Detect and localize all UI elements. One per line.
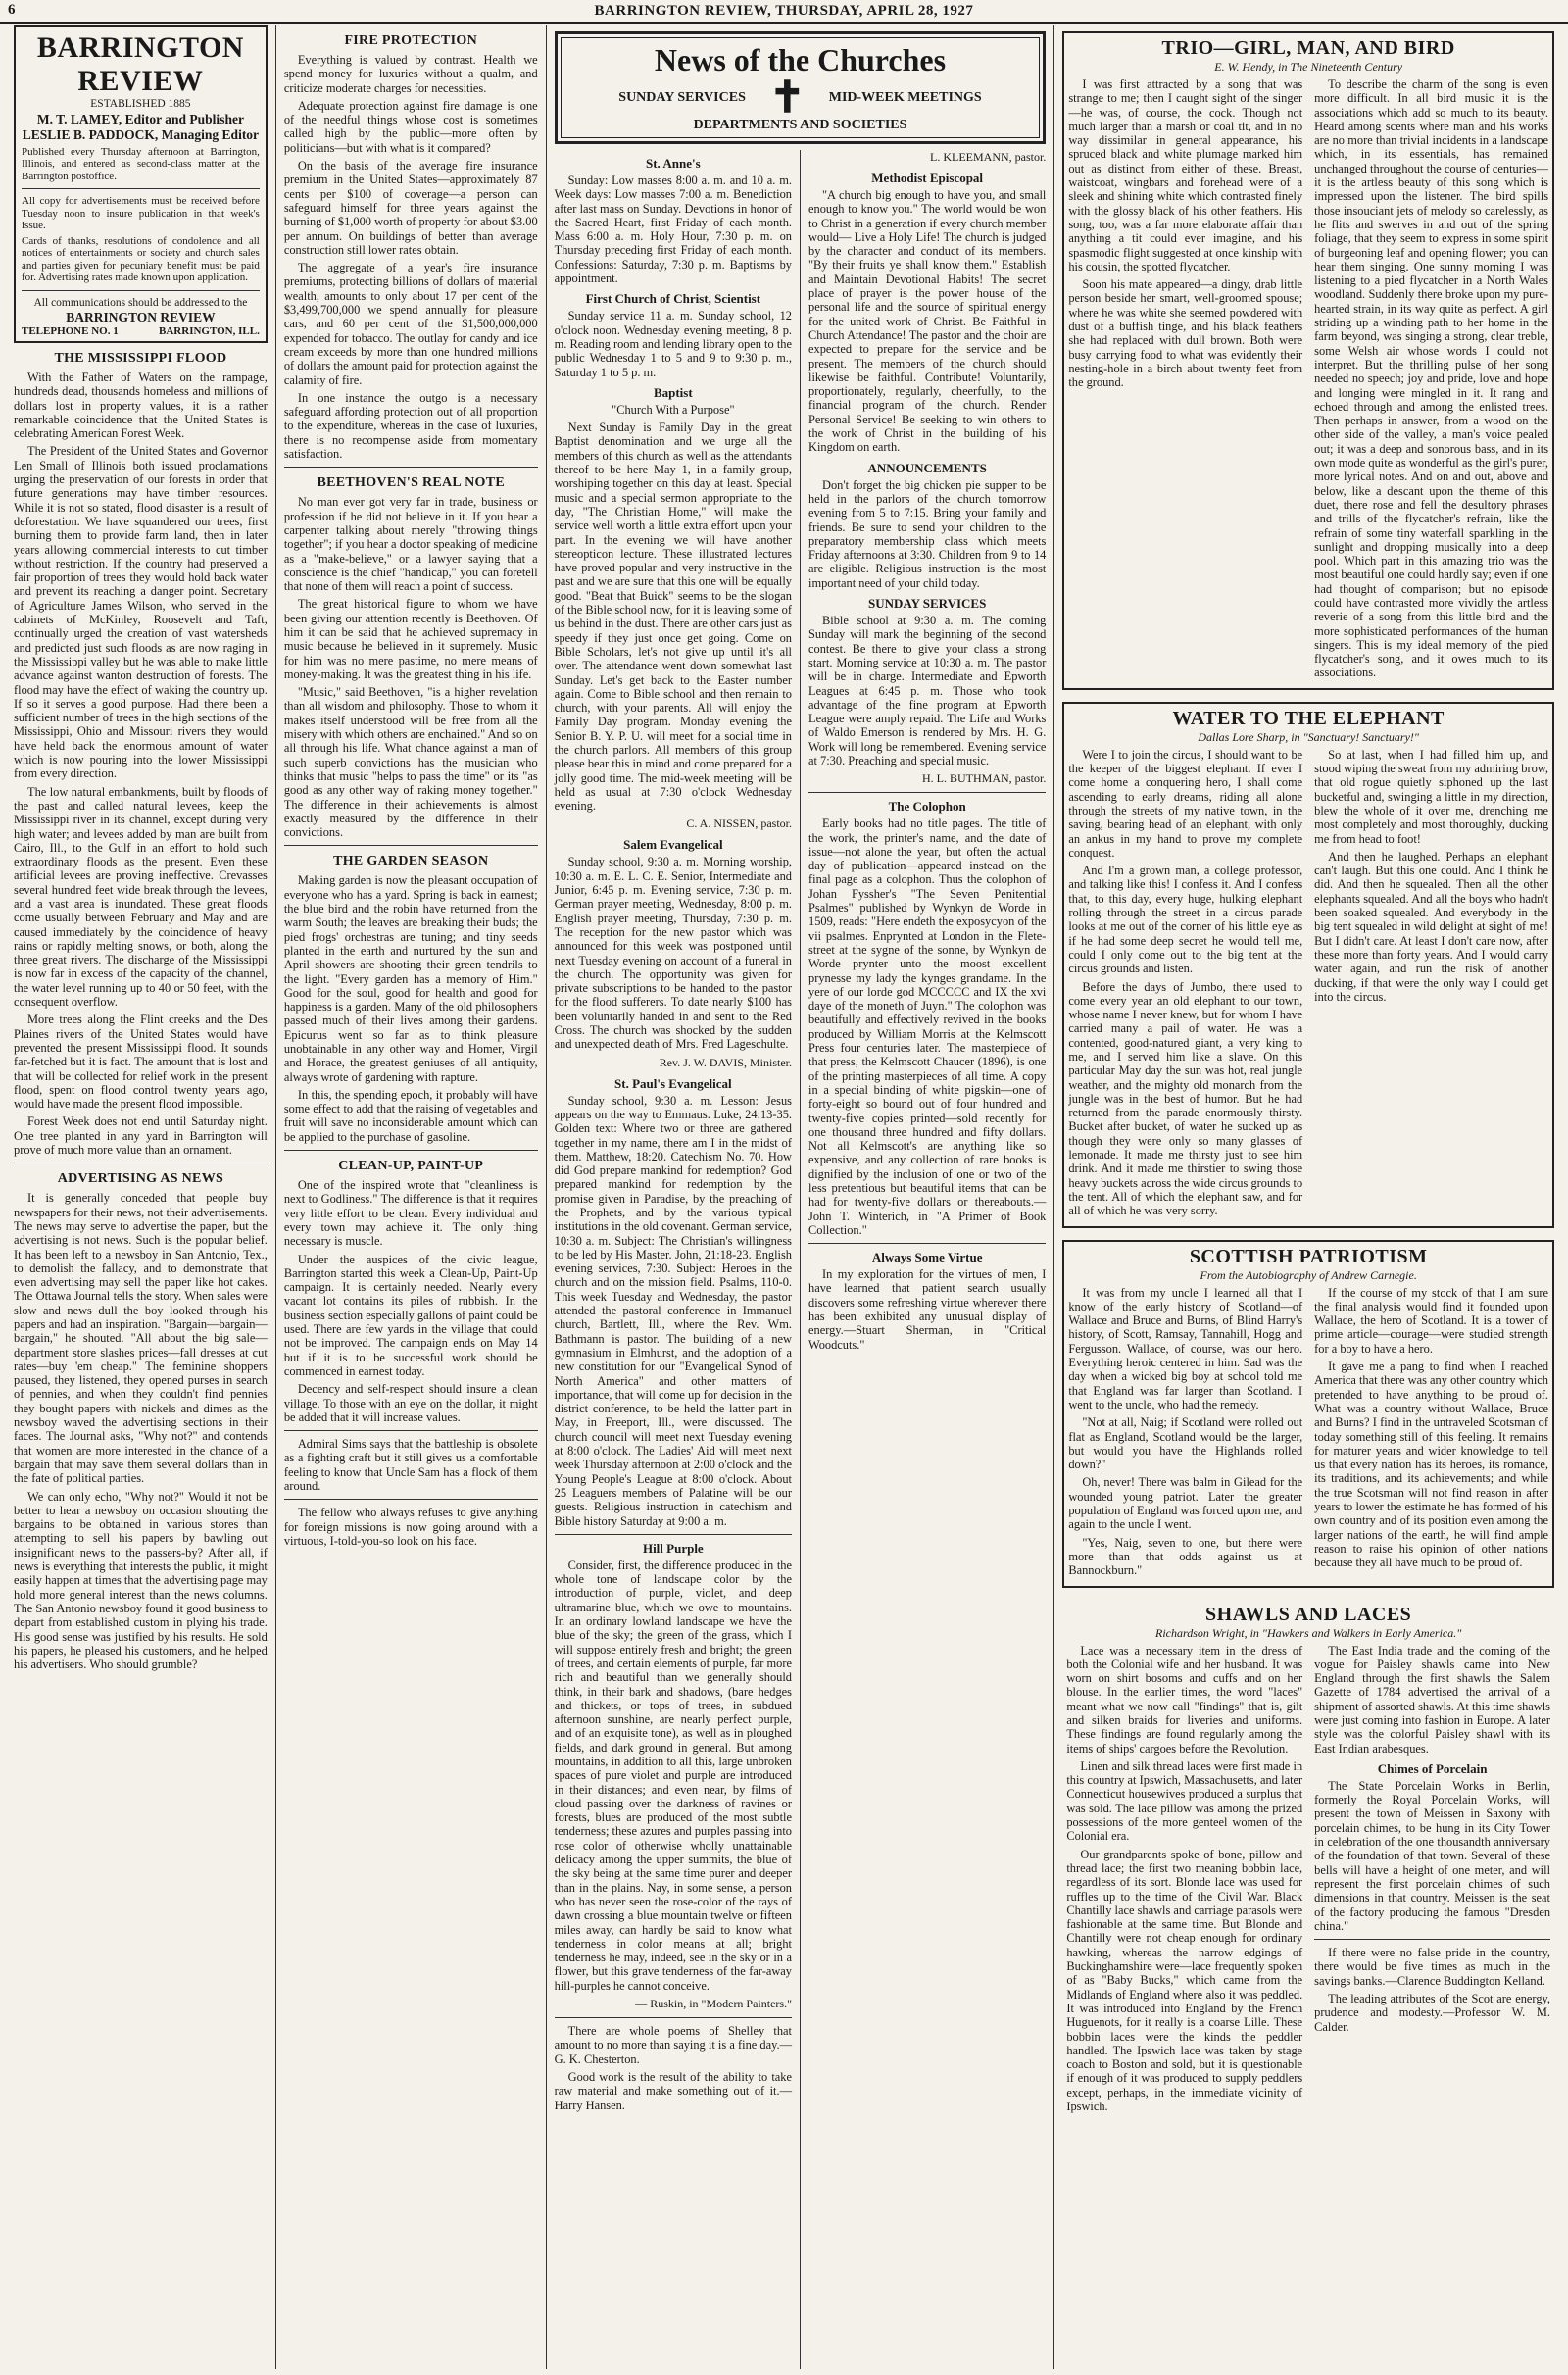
hill-text: Consider, first, the difference produced in the whole tone of landscape color by the introduction of purple, violet, and deep ultramarine blue, which we owe to mountains. In an ordinary lowland landscape we have the blue of the sky; the green of the grass, which I will suppose entirely fresh and bright; the green of trees, and certain elements of purple, far more rich and beautiful than we generally should think, in their bark and shadows, (bare hedges and thickets, or tops of trees, in subdued afternoon sunshine, are nearly perfect purple, and of an exquisite tone), as well as in ploughed fields, and dark ground in general. But among mountains, in addition to all this, large unbroken spaces of pure violet and purple are introduced in their distances; and even near, by films of cloud passing over the darkness of ravines or forests, blues are produced of the most subtle tenderness; these azures and purples passing into rose color of otherwise wholly unattainable delicacy among the upper summits, the blue of the sky being at the same time purer and deeper than in the plains. Nay, in some sense, a person who has never seen the rose-color of the rays of dawn crossing a blue mountain twelve or fifteen miles away, can hardly be said to know what tenderness in color means at all; bright tenderness he may, indeed, see in the sky or in a flower, but this grave tenderness of the far-away hill-purples he cannot conceive. (554, 1558, 792, 1993)
church-left-label: SUNDAY SERVICES (618, 90, 746, 105)
sunday-text: Bible school at 9:30 a. m. The coming Sunday will mark the beginning of the second contest. Be there to give your class a strong start. Morning service at 10:30 a. m. The pastor will be in charge. Intermediate and Epworth Leagues at 6:45 p. m. Those who took advantage of the fine program at Epworth League were amply repaid. The Life and Works of Waldo Emerson is rendered by Mrs. H. G. Work will long be remembered. Evening service at 7:30. Preaching and special music. (808, 614, 1047, 767)
hill-sig: — Ruskin, in "Modern Painters." (635, 1997, 792, 2011)
trio-byline: E. W. Hendy, in The Nineteenth Century (1214, 60, 1403, 74)
adv-p2: We can only echo, "Why not?" Would it not be better to hear a newsboy on occasion shouting the bargains to be obtained in various stores than attempting to sell his papers by bawling out insignificant news to the passers-by? After all, if news is everything that interests the public, it might easily happen at times that the advertising page may hold more general interest than the news columns. The San Antonio newsboy found it good business to depart from established custom in plying his trade. His good sense was justified by his results. He sold his papers, he pleased his customers, and he helped his advertisers. Who should grumble? (14, 1489, 268, 1672)
fire-p5: In one instance the outgo is a necessary safeguard affording protection out of all proportion to the expenditure, whereas in the case of luxuries, there is no recompense aside from momentary satisfaction. (283, 390, 538, 462)
trio-title: TRIO—GIRL, MAN, AND BIRD (1161, 37, 1455, 59)
editor: M. T. LAMEY, Editor and Publisher (36, 111, 244, 126)
shelley-quote: There are whole poems of Shelley that amount to no more than saying it is a fine day.—G. K. Chesterton. (554, 2024, 792, 2066)
scots-quote: The leading attributes of the Scot are energy, prudence and modesty.—Professor W. M. Calder. (1314, 1992, 1551, 2034)
established: ESTABLISHED 1885 (90, 98, 191, 110)
church-news-section (547, 25, 1055, 2369)
virtue-text: In my exploration for the virtues of men, I have learned that patient search usually discovers some refreshing virtue wherever there has been exhibited any unusual display of energy.—Stuart Sherman, in "Critical Woodcuts." (808, 1267, 1047, 1352)
baptist-title: Baptist (653, 384, 693, 400)
elephant-p1: Were I to join the circus, I should want to be the keeper of the biggest elephant. If ever I come home a conquering hero, I shall come ascending to early dreams, riding all alone through the streets of my native town, in the saving, bearing head of an elephant, with only an ankus in my hand to prove my complete conquest. (1068, 747, 1303, 860)
stanne-title: St. Anne's (646, 156, 701, 171)
paul-sig: L. KLEEMANN, pastor. (930, 150, 1047, 164)
sims-paragraph: Admiral Sims says that the battleship is obsolete as a fighting craft but it still gives us a comfortable feeling to know that Uncle Sam has a flock of them around. (283, 1437, 538, 1494)
publish-note: Published every Thursday afternoon at Barrington, Illinois, and entered as second-class matter at the Barrington postoffice. (22, 145, 260, 182)
trio-p3: To describe the charm of the song is even more difficult. In all bird music it is the associations which add so much to its beauty. Heard among scents where man and his works are no more than trivial incidents in a landscape which, in its essentials, has remained unchanged throughout the course of centuries—it is the artless beauty of this song which is impressed upon the listener. The bird spills those insouciant jets of melody so carelessly, as he flits and swerves in and out of the spring foliage, that they seem to express in some spirit of burgeoning leaf and opening flower; you can hear them singing. One sunny morning I was listening to a pied flycatcher in a North Wales woodland. Suddenly there broke upon my pure-hearted strain, in its way quite as perfect. A girl striding up a winding path to her home in the farm beyond, was singing a strong, clear treble, some Welsh air whose words I could not interpret. But the thrilling pulse of her song needed no speech; joy and pride, love and hope and longing were mingled in it. It rang and echoed through and among the enlisted trees. Then perhaps in answer, from a wood on the other side of the valley, a man's voice pealed out; it was a deep and sonorous bass, and in its own mode quite as wonderful as the girl's purer, more lyrical notes. And on and out, above and below, like a descant upon the theme of this duet, there rose and fell the desultory phrases and trills of the flycatcher's refrain, like the refrain of some tiny waterfall sparkling in the sunlight and dropping musically into a deep pool. Which part in this amazing trio was the most beautiful one could hardly say; even if one had thought of comparison; but no episode could have contrasted more vividly the artless reverie of a song from this little bird and the more sophisticated performances of the human singers. This is my ideal memory of the pied flycatcher's song, and it owes much to its associations. (1314, 77, 1549, 680)
scottish-p4: "Yes, Naig, seven to one, but there were more than that odds against us at Bannockburn." (1068, 1535, 1303, 1578)
good-work-quote: Good work is the result of the ability to take raw material and make something out of it.—Harry Hansen. (554, 2069, 792, 2112)
flood-title: THE MISSISSIPPI FLOOD (54, 351, 227, 366)
elephant-title: WATER TO THE ELEPHANT (1172, 707, 1445, 729)
elephant-p4: So at last, when I had filled him up, and stood wiping the sweat from my admiring brow, that old rogue quietly siphoned up the last bucketful and, swinging a little in my direction, blew the whole of it over me, drenching me most completely and most thoroughly, ducking me from head to foot! (1314, 747, 1549, 846)
elephant-p5: And then he laughed. Perhaps an elephant can't laugh. But this one could. And I think he did. And then he squealed. Then all the other elephants squealed. And all the boys who hadn't been soaked squealed. And everybody in the big tent squealed in wild delight at sight of me! But I didn't care. At least I don't care now, after these more than forty years. And I would carry water again, and run the risk of another ducking, if that were the only way I could get into the circus. (1314, 849, 1549, 1004)
fire-p4: The aggregate of a year's fire insurance premiums, protecting billions of dollars of material wealth, amounts to only about 17 per cent of the $3,499,700,000 we spend annually for pleasure cars, and 60 per cent of the $1,500,000,000 expended for tobacco. The outlay for candy and ice cream exceeds by more than one hundred millions of dollars the amount paid for protection against the calamity of fire. (283, 261, 538, 387)
fire-p1: Everything is valued by contrast. Health we spend money for luxuries without a qualm, and criticize moderate charges for necessities. (283, 53, 538, 95)
shawls-p2: Linen and silk thread laces were first made in this country at Ipswich, Massachusetts, and later Connecticut housewives produced a surplus that was sold. The lace pillow was among the prized possessions of the more genteel women of the Colonial era. (1066, 1758, 1303, 1844)
scottish-p3: Oh, never! There was balm in Gilead for the wounded young patriot. Later the greater population of England was forced upon me, and again to the uncle I went. (1068, 1475, 1303, 1532)
chimes-text: The State Porcelain Works in Berlin, formerly the Royal Porcelain Works, will present the town of Meissen in Saxony with porcelain chimes, to be hung in its City Tower in celebration of the one thousandth anniversary of the foundation of that town. Several of these bells will have a height of one meter, and will represent the first porcelain chimes of such dimensions in that country. Meissen is the seat of the factory producing the famous "Dresden china." (1314, 1778, 1551, 1933)
shawls-p4: The East India trade and the coming of the vogue for Paisley shawls came into New England through the first shawls the Salem Gazette of 1784 advertised the arrival of a shipment of assorted shawls. At this time shawls were just coming into fashion in Europe. A later style was the colorful Paisley shawl with its East Indian arabesques. (1314, 1643, 1551, 1756)
announce-title: ANNOUNCEMENTS (867, 460, 987, 475)
garden-p2: In this, the spending epoch, it probably will have some effect to add that the raising of vegetables and fruit will save no inconsiderable amount which can be applied to the purchase of gasoline. (283, 1087, 538, 1144)
trio-p2: Soon his mate appeared—a dingy, drab little person beside her smart, well-groomed spouse; where he was white she seemed powdered with dust of a buffish tinge, and his black feathers she had replaced with dull brown. Both were busy carrying food to what was evidently their nesting-hole in a birch about twenty feet from the ground. (1068, 277, 1303, 390)
flood-p3: The low natural embankments, built by floods of the past and called natural levees, keep the Mississippi river in its channel, except during very high water; and levees added by man are built from Cairo, Ill., to the Gulf in an effort to hold such extraordinary floods as the present. Even these artificial levees are proving ineffective. Crevasses several hundred feet wide break through the levees, and a vast area is inundated. These great floods come usually between February and May and are caused immediately by the coincidence of heavy rains or rapidly melting snows, or both, along the three great rivers. The discharge of the Mississippi is now far in excess of the capacity of the channel, the water level running up to 40 or 50 feet, with the consequent overflow. (14, 784, 268, 1010)
city: BARRINGTON, ILL. (159, 325, 260, 337)
church-right-label: MID-WEEK MEETINGS (828, 90, 982, 105)
methodist-title: Methodist Episcopal (871, 171, 984, 185)
fire-title: FIRE PROTECTION (344, 33, 478, 48)
flood-p1: With the Father of Waters on the rampage, hundreds dead, thousands homeless and millions of dollars lost in property values, it is a rather remarkable coincidence that the United States is celebrating American Forest Week. (14, 371, 268, 441)
sunday-title: SUNDAY SERVICES (868, 596, 987, 612)
trio-box (1062, 31, 1554, 690)
beet-p3: "Music," said Beethoven, "is a higher revelation than all wisdom and philosophy. Those to whom it makes itself understood will be free from all the misery with which others are enchained." And so on all through his life. What chance against a man of such superb convictions has the musician who thinks that music "helps to pass the time" or its "as good as any other way of raking money together." The difference in their achievements is almost exactly measured by the difference in their convictions. (283, 685, 538, 840)
managing-editor: LESLIE B. PADDOCK, Managing Editor (22, 126, 260, 142)
beet-p2: The great historical figure to whom we have been giving our attention recently is Beethoven. Of him it can be said that he achieved supremacy in music because he believed in it supremely. Music for him was no mere pastime, no mere means of money-making. It was the greatest thing in his life. (283, 597, 538, 681)
masthead (14, 25, 268, 343)
scottish-p1: It was from my uncle I learned all that I know of the early history of Scotland—of Wallace and Bruce and Burns, of Blind Harry's history, of Scott, Ramsay, Tannahill, Hogg and Fergusson. Wallace, of course, was our hero. Everything heroic centered in him. Sad was the day when a wicked big boy at school told me that England was far larger than Scotland. I went to the uncle, who had the remedy. (1068, 1285, 1303, 1411)
church-bottom-label: DEPARTMENTS AND SOCIETIES (693, 118, 907, 132)
shawls-p3: Our grandparents spoke of bone, pillow and thread lace; the first two meaning bobbin lace, regardless of its sort. Blonde lace was used for ruffles up to the time of the Civil War. Black Chantilly lace shawls and carriage parasols were fashionable at the same time. But Blonde and Chantilly were not cheap enough for ordinary hawking, whereas the narrow edgings of Buckinghamshire were—lace frequently spoken of as "Baby Bucks," which came from the Midlands of England where also it was peddled. It was introduced into England by the French Huguenots, for it really is a coarse Lille. These bobbin laces were the kinds the peddler handled. The Ipswich lace was taken by stage coach to Boston and sold, but it is questionable if enough of it was produced to supply peddlers except, perhaps, in the immediate vicinity of Ipswich. (1066, 1847, 1303, 2113)
scottish-p2: "Not at all, Naig; if Scotland were rolled out flat as England, Scotland would be the larger, but would you have the Highlands rolled down?" (1068, 1415, 1303, 1472)
scottish-box (1062, 1240, 1554, 1588)
scottish-byline: From the Autobiography of Andrew Carnegie. (1200, 1267, 1417, 1282)
scottish-p6: It gave me a pang to find when I reached America that there was any other country which pretended to have anything to be proud of. What was a country without Wallace, Bruce and Burns? I find in the untraveled Scotsman of today something still of this feeling. It remains for maturer years and wider knowledge to tell us that every nation has its heroes, its romance, its traditions, and its achievements; and while the true Scotsman will not find reason in after years to lower the estimate he has formed of his own country and of its position even among the larger nations of the earth, he will find ample reason to raise his opinion of other nations because they all have much to be proud of. (1314, 1360, 1549, 1570)
salem-sig: Rev. J. W. DAVIS, Minister. (659, 1055, 792, 1069)
garden-title: THE GARDEN SEASON (333, 854, 489, 869)
beet-p1: No man ever got very far in trade, business or profession if he did not believe in it. If you hear a carpenter talking about merely "throwing things together"; if you hear a doctor speaking of medicine as a "make-believe," or a lawyer saying that a conscience is the chief "handicap," you can foretell that none of them will reach a point of success. (283, 495, 538, 594)
comm-note: All communications should be addressed to the (33, 296, 248, 309)
church-title: News of the Churches (654, 42, 947, 77)
hill-title: Hill Purple (642, 1540, 704, 1556)
beet-title: BEETHOVEN'S REAL NOTE (317, 475, 505, 491)
page-number: 6 (8, 2, 16, 18)
telephone: TELEPHONE NO. 1 (22, 325, 119, 337)
comm-name: BARRINGTON REVIEW (66, 310, 216, 324)
colophon-text: Early books had no title pages. The title of the work, the printer's name, and the date of issue—not alone the year, but often the actual day of publication—appeared instead on the final page as a colophon. Thus the colophon of Johan Fyssher's "The Seven Penitential Psalmes" published by Wynkyn de Worde in 1509, reads: "Here endeth the exposycyon of the vii psalmes. Enprynted at London in the Flete-street at the sygne of the sonne, by Wynkyn de Worde prynter unto the moost excellent prynesse my lady the kynges grandame. In the yere of our lorde god MCCCCC and IX the xvi daye of the moneth of Juyn." The colophon was beautifully and effectively revived in the books produced by William Morris at the Kelmscott Press four centuries later. The masterpiece of that press, the Kelmscott Chaucer (1896), is one of the printing masterpieces of all time. A copy in a special binding of white pigskin—one of forty-eight so bound out of four hundred and twenty-five copies printed—sold recently for one thousand three hundred and fifty dollars. Not all Kelmscott's are anything like so expensive, and any collection of rare books is dignified by the inclusion of one or two of the less pretentious but beautiful items that can be had for twenty-five dollars or thereabouts.—John T. Winterich, in "A Primer of Book Collection." (808, 816, 1047, 1237)
flood-p2: The President of the United States and Governor Len Small of Illinois both issued proclamations urging the preservation of our forests in order that future generations may have timber resources. While it is not so stated, flood disaster is a result of deforestation. We have squandered our trees, first burning them to provide farm land, then in later years allowing commercial interests to cut timber without restriction. If the country had preserved a fair proportion of trees they would hold back water and prevent its reaching a danger point. Secretary of Agriculture James Wilson, who served in the cabinets of McKinley, Roosevelt and Taft, continually urged the creation of vast watersheds and predicted just such floods as are now raging in the Mississippi valley but he was able to make little advance against wanton destruction of forests. The flood may have the effect of waking the country up. If so it serves a good purpose. Had there been a sufficient number of trees in the high sections of the Mississippi, Ohio and Missouri rivers they would have held back the enormous amount of water which is now pouring into the lower Mississippi from every direction. (14, 444, 268, 781)
paul-title: St. Paul's Evangelical (614, 1075, 732, 1091)
features-section (1054, 25, 1562, 2369)
scottish-p5: If the course of my stock of that I am sure the final analysis would find it founded upon Wallace, the hero of Scotland. It is a tower of prime article—courage—were studied strength for a boy to have a hero. (1314, 1285, 1549, 1356)
clean-p3: Decency and self-respect should insure a clean village. To those with an eye on the dollar, it might be added that it will increase values. (283, 1382, 538, 1424)
baptist-sig: C. A. NISSEN, pastor. (686, 816, 792, 831)
fire-p2: Adequate protection against fire damage is one of the needful things whose cost is sometimes called high by the public—more often by politicians—but with what is it compared? (283, 98, 538, 155)
virtue-title: Always Some Virtue (871, 1250, 983, 1265)
clean-title: CLEAN-UP, PAINT-UP (338, 1159, 484, 1174)
baptist-sub: "Church With a Purpose" (612, 402, 735, 417)
fellow-paragraph: The fellow who always refuses to give anything for foreign missions is now going around with a virtuous, I-told-you-so look on his face. (283, 1506, 538, 1548)
garden-p1: Making garden is now the pleasant occupation of everyone who has a yard. Spring is back in earnest; the blue bird and the robin have returned from the warm South; the leaves are breaking their buds; the pied frogs' orchestras are tuning; and tiny seeds planted in the earth and nurtured by the sun and April showers are shooting their green tendrils to the light. "Every garden has a memory of Him." Good for the soul, good for health and good for happiness is a garden. Many of the old philosophers passed much of their lives among their gardens. Epicurus went so far as to think pleasure unobtainable in any other way and Homer, Virgil and Horace, the greatest geniuses of all antiquity, always wrote of gardening with rapture. (283, 873, 538, 1084)
church-col-b (801, 150, 1054, 2369)
church-col-a (547, 150, 801, 2369)
shawls-title: SHAWLS AND LACES (1205, 1603, 1412, 1625)
paul-text: Sunday school, 9:30 a. m. Lesson: Jesus appears on the way to Emmaus. Luke, 24:13-35. Golden text: Where two or three are gathered together in my name, there am I in the midst of them. Matthew, 18:20. Catechism No. 70. How did God prepare mankind for redemption? God prepared mankind for redemption by the promise given in Paradise, by the preaching of the Prophets, and by the various typical institutions in the old covenant. German service, 10:30 a. m. Subject: The Christian's willingness to be led by His Master. John, 21:18-23. English evening services, 7:30. Subject: Heroes in the church and on the mission field. Psalms, 110-0. This week Tuesday and Wednesday, the pastor attended the pastoral conference in Immanuel church, Bartlett, Ill., where the Rev. Wm. Bathmann is pastor. The building of a new gymnasium in Elmhurst, and the adoption of a new constitution for our "Evangelical Synod of North America" and other matters of importance, that will come up for decision in the district conference, to be held the latter part in May, in Freeport, Ill., were discussed. The church council will meet next Tuesday evening at 8:00 o'clock. The Ladies' Aid will meet next week Thursday afternoon at 2:00 o'clock and the Young People's League at 8:00 o'clock. About 25 Leaguers members of Palatine will be our guests. Religious instruction in catechism and Bible history Saturday at 9:00 a. m. (554, 1093, 792, 1528)
announce-text: Don't forget the big chicken pie supper to be held in the parlors of the church tomorrow evening from 5 to 7:15. Bring your family and friends. Be sure to send your children to the preparatory membership class which meets Friday afternoons at 3:30. Children from 9 to 14 are eligible. Religious instruction is the most important need of your child today. (808, 477, 1047, 590)
elephant-box (1062, 702, 1554, 1228)
running-head (0, 0, 1568, 24)
chimes-title: Chimes of Porcelain (1377, 1760, 1488, 1776)
stanne-text: Sunday: Low masses 8:00 a. m. and 10 a. m. Week days: Low masses 7:00 a. m. Benediction after last mass on Sunday. Devotions in honor of the Sacred Heart, first Friday of each month. Mass 6:00 a. m. Holy Hour, 7:30 p. m. on Thursday preceding first Friday of each month. Confessions: Saturday, 7:30 p. m. Baptisms by appointment. (554, 173, 792, 286)
flood-p5: Forest Week does not end until Saturday night. One tree planted in any yard in Barrington will prove of much more value than an ornament. (14, 1114, 268, 1158)
salem-title: Salem Evangelical (623, 837, 723, 853)
column-editorial-1 (6, 25, 276, 2369)
adv-p1: It is generally conceded that people buy newspapers for their news, not their advertisements. The news may serve to advertise the paper, but the advertising is not news. Such is the popular belief. It has been left to a newsboy in San Antonio, Tex., to demolish the fallacy, and to demonstrate that even advertising may sell the paper like hot cakes. The Ottawa Journal tells the story. When sales were slow and news dull the boy looked through his papers and had an inspiration. "Bargain—bargain—bargain," he shouted. "All about the big sale—department store slashes prices—fall dresses at cut rates—buy 'em cheap." The feminine shoppers paused, they listened, they opened purses in search of pennies, and when they couldn't find pennies they bought papers with nickels and dimes as the newsboy waved the advertising sections in their faces. The Journal asks, "Why not?" and contends that women are more interested in the chance of a bargain that may save them several dollars than in the fate of political parties. (14, 1191, 268, 1486)
flood-p4: More trees along the Flint creeks and the Des Plaines rivers of the United States would have prevented the present Mississippi flood. It sounds far-fetched but it is fact. The amount that is lost and that will be collected for relief work in the present flood, spent on flood control twenty years ago, would have made the present flood impossible. (14, 1013, 268, 1112)
false-pride-quote: If there were no false pride in the country, there would be five times as much in the savings banks.—Clarence Buddington Kelland. (1314, 1946, 1551, 1988)
clean-p2: Under the auspices of the civic league, Barrington started this week a Clean-Up, Paint-Up campaign. It is certainly needed. Nearly every vacant lot contains its piles of rubbish. In the business section especially gallons of paint could be used. There are few yards in the village that could not be improved. The campaign ends on May 14 but if it is to be successful work should be commenced in earnest today. (283, 1252, 538, 1378)
church-header-box (555, 31, 1047, 144)
baptist-text: Next Sunday is Family Day in the great Baptist denomination and we urge all the members of this church as well as the attendants thereof to be here May 1, in a family group, worshiping together on this day at least. Special music and a special sermon appropriate to the day, "The Christian Home," will make the service well worth a little extra effort upon your part. In the evening we will have another stereopticon lecture. These illustrated lectures have proved popular and very instructive in the past and we are sure that this one will be equally good. "Beat that Buick" seems to be the slogan of the Bible school now, for it is leaving some of us behind in the dust. There are other cars just as speedy if they just once get going. Come on Bible Scholars, let's not give up until it's all over. The attendance went down somewhat last Sunday. Let's get back to the Easter number again. Come to Bible school and then remain to church, with your parents. All will enjoy the Family Day program. Monday evening the Senior B. Y. P. U. will meet for a social time in the church parlors. All members of this group please bear this in mind and come prepared for a jolly good time. The mid-week meeting will be held as usual at 7:30 o'clock Wednesday evening. (554, 421, 792, 814)
colophon-title: The Colophon (888, 799, 966, 815)
column-editorial-2 (276, 25, 547, 2369)
scientist-title: First Church of Christ, Scientist (585, 291, 761, 307)
shawls-byline: Richardson Wright, in "Hawkers and Walkers in Early America." (1155, 1625, 1462, 1640)
adv-title: ADVERTISING AS NEWS (57, 1171, 224, 1187)
scientist-text: Sunday service 11 a. m. Sunday school, 12 o'clock noon. Wednesday evening meeting, 8 p. m. Reading room and lending library open to the public Wednesday 1 to 5 and 9 to 9:30 p. m., Saturday 1 to 5 p. m. (554, 309, 792, 379)
paper-name: BARRINGTON REVIEW (36, 31, 244, 97)
salem-text: Sunday school, 9:30 a. m. Morning worship, 10:30 a. m. E. L. C. E. Senior, Intermediate and Junior, 6:45 p. m. Evening service, 7:30 p. m. German prayer meeting, Wednesday, 8:00 p. m. English prayer meeting, Thursday, 7:30 p. m. The reception for the new pastor which was announced for this week was postponed until next Tuesday evening on account of a funeral in the church. The opportunity was given for private subscriptions to be handed to the pastor for the flood sufferers. To date nearly $100 has been voluntarily handed in and sent to the Red Cross. The church was shocked by the sudden and unexpected death of Mrs. Fred Lageschulte. (554, 855, 792, 1052)
shawls-p1: Lace was a necessary item in the dress of both the Colonial wife and her husband. It was worn on shirt bosoms and cuffs and on her blouse. In the earlier times, the word "laces" meant what we now call "findings" that is, gilt and silken braids for liveries and uniforms. These findings are found regularly among the items of ships' cargoes before the Revolution. (1066, 1643, 1303, 1756)
cards-note: Cards of thanks, resolutions of condolence and all notices of entertainments or society and church sales and parties given for pecuniary benefit must be paid for. Advertising rates made known upon application. (22, 234, 260, 283)
elephant-byline: Dallas Lore Sharp, in "Sanctuary! Sanctuary!" (1198, 729, 1419, 744)
cross-icon: ✝ (768, 74, 806, 122)
scottish-title: SCOTTISH PATRIOTISM (1189, 1245, 1428, 1267)
shawls-box (1062, 1600, 1554, 2122)
trio-p1: I was first attracted by a song that was strange to me; then I caught sight of the singer—he was, of course, the cock. Though not much larger than a marsh or coal tit, and in no way dissimilar in general appearance, his spruced black and white plumage marked him out as distinct from either of these. Breast, waistcoat, wingbars and forehead were of a sleek and shining white which contrasted finely with the glossy black of his other feathers. His song, too, was a far more elaborate affair than anything a tit could ever imagine, and his spasmodic flight suggested at once kinship with his cousin, the spotted flycatcher. (1068, 77, 1303, 273)
clean-p1: One of the inspired wrote that "cleanliness is next to Godliness." The difference is that it requires very little effort to be clean. Every individual and every town may achieve it. The only thing necessary is muscle. (283, 1178, 538, 1249)
elephant-p3: Before the days of Jumbo, there used to come every year an old elephant to our town, whose name I never knew, but for whom I have carried many a pail of water. He was a contented, good-natured giant, a very king to me, and I served him like a slave. On this particular May day the sun was hot, real jungle weather, and the mighty old monarch from the jungle was in the best of humor. But he had returned from the parade enormously thirsty. Bucket after bucket, of water he sucked up as though they were only so many glasses of lemonade. It made me thirsty just to see him drink. And it made me thirstier to swing those heavy buckets across the wide circus grounds to the tent. All of which the elephant saw, and for all of which he was very sorry. (1068, 979, 1303, 1218)
copy-note: All copy for advertisements must be received before Tuesday noon to insure publication in that week's issue. (22, 195, 260, 231)
fire-p3: On the basis of the average fire insurance premium in the United States—approximately 87 cents per $100 of coverage—a person can safeguard himself for three years against the burning of $1,000 worth of property for about $3.00 per annum. On buildings of better than average construction still lower rates obtain. (283, 159, 538, 257)
running-head-text: BARRINGTON REVIEW, THURSDAY, APRIL 28, 1927 (594, 2, 974, 19)
elephant-p2: And I'm a grown man, a college professor, and talking like this! I confess it. And I confess that, to this day, every huge, hulking elephant rolling through the street in a circus parade looks at me out of the corner of his little eye as if he had some deep secret he would tell me, could I only come out to the big tent at the circus grounds and listen. (1068, 864, 1303, 976)
methodist-text: "A church big enough to have you, and small enough to know you." The world would be won to Christ in a generation if every church member would— Live a Holy Life! The church is judged by the character and conduct of its members. "By their fruits ye shall know them." Establish and Maintain Devotional Habits! The secret place of prayer is the power house of the personal life and the source of spiritual energy for the united work of Christ. Be Faithful in Church Attendance! The pastor and the choir are expected to prepare for the service and be present. The members of the church should likewise be faithful. Contribute! Voluntarily, proportionately, regularly, cheerfully, to the financial program of the church. Render Personal Service! Be seeking to win others to the work of Christ in the building of his Kingdom on earth. (808, 188, 1047, 455)
methodist-sig: H. L. BUTHMAN, pastor. (922, 771, 1047, 786)
